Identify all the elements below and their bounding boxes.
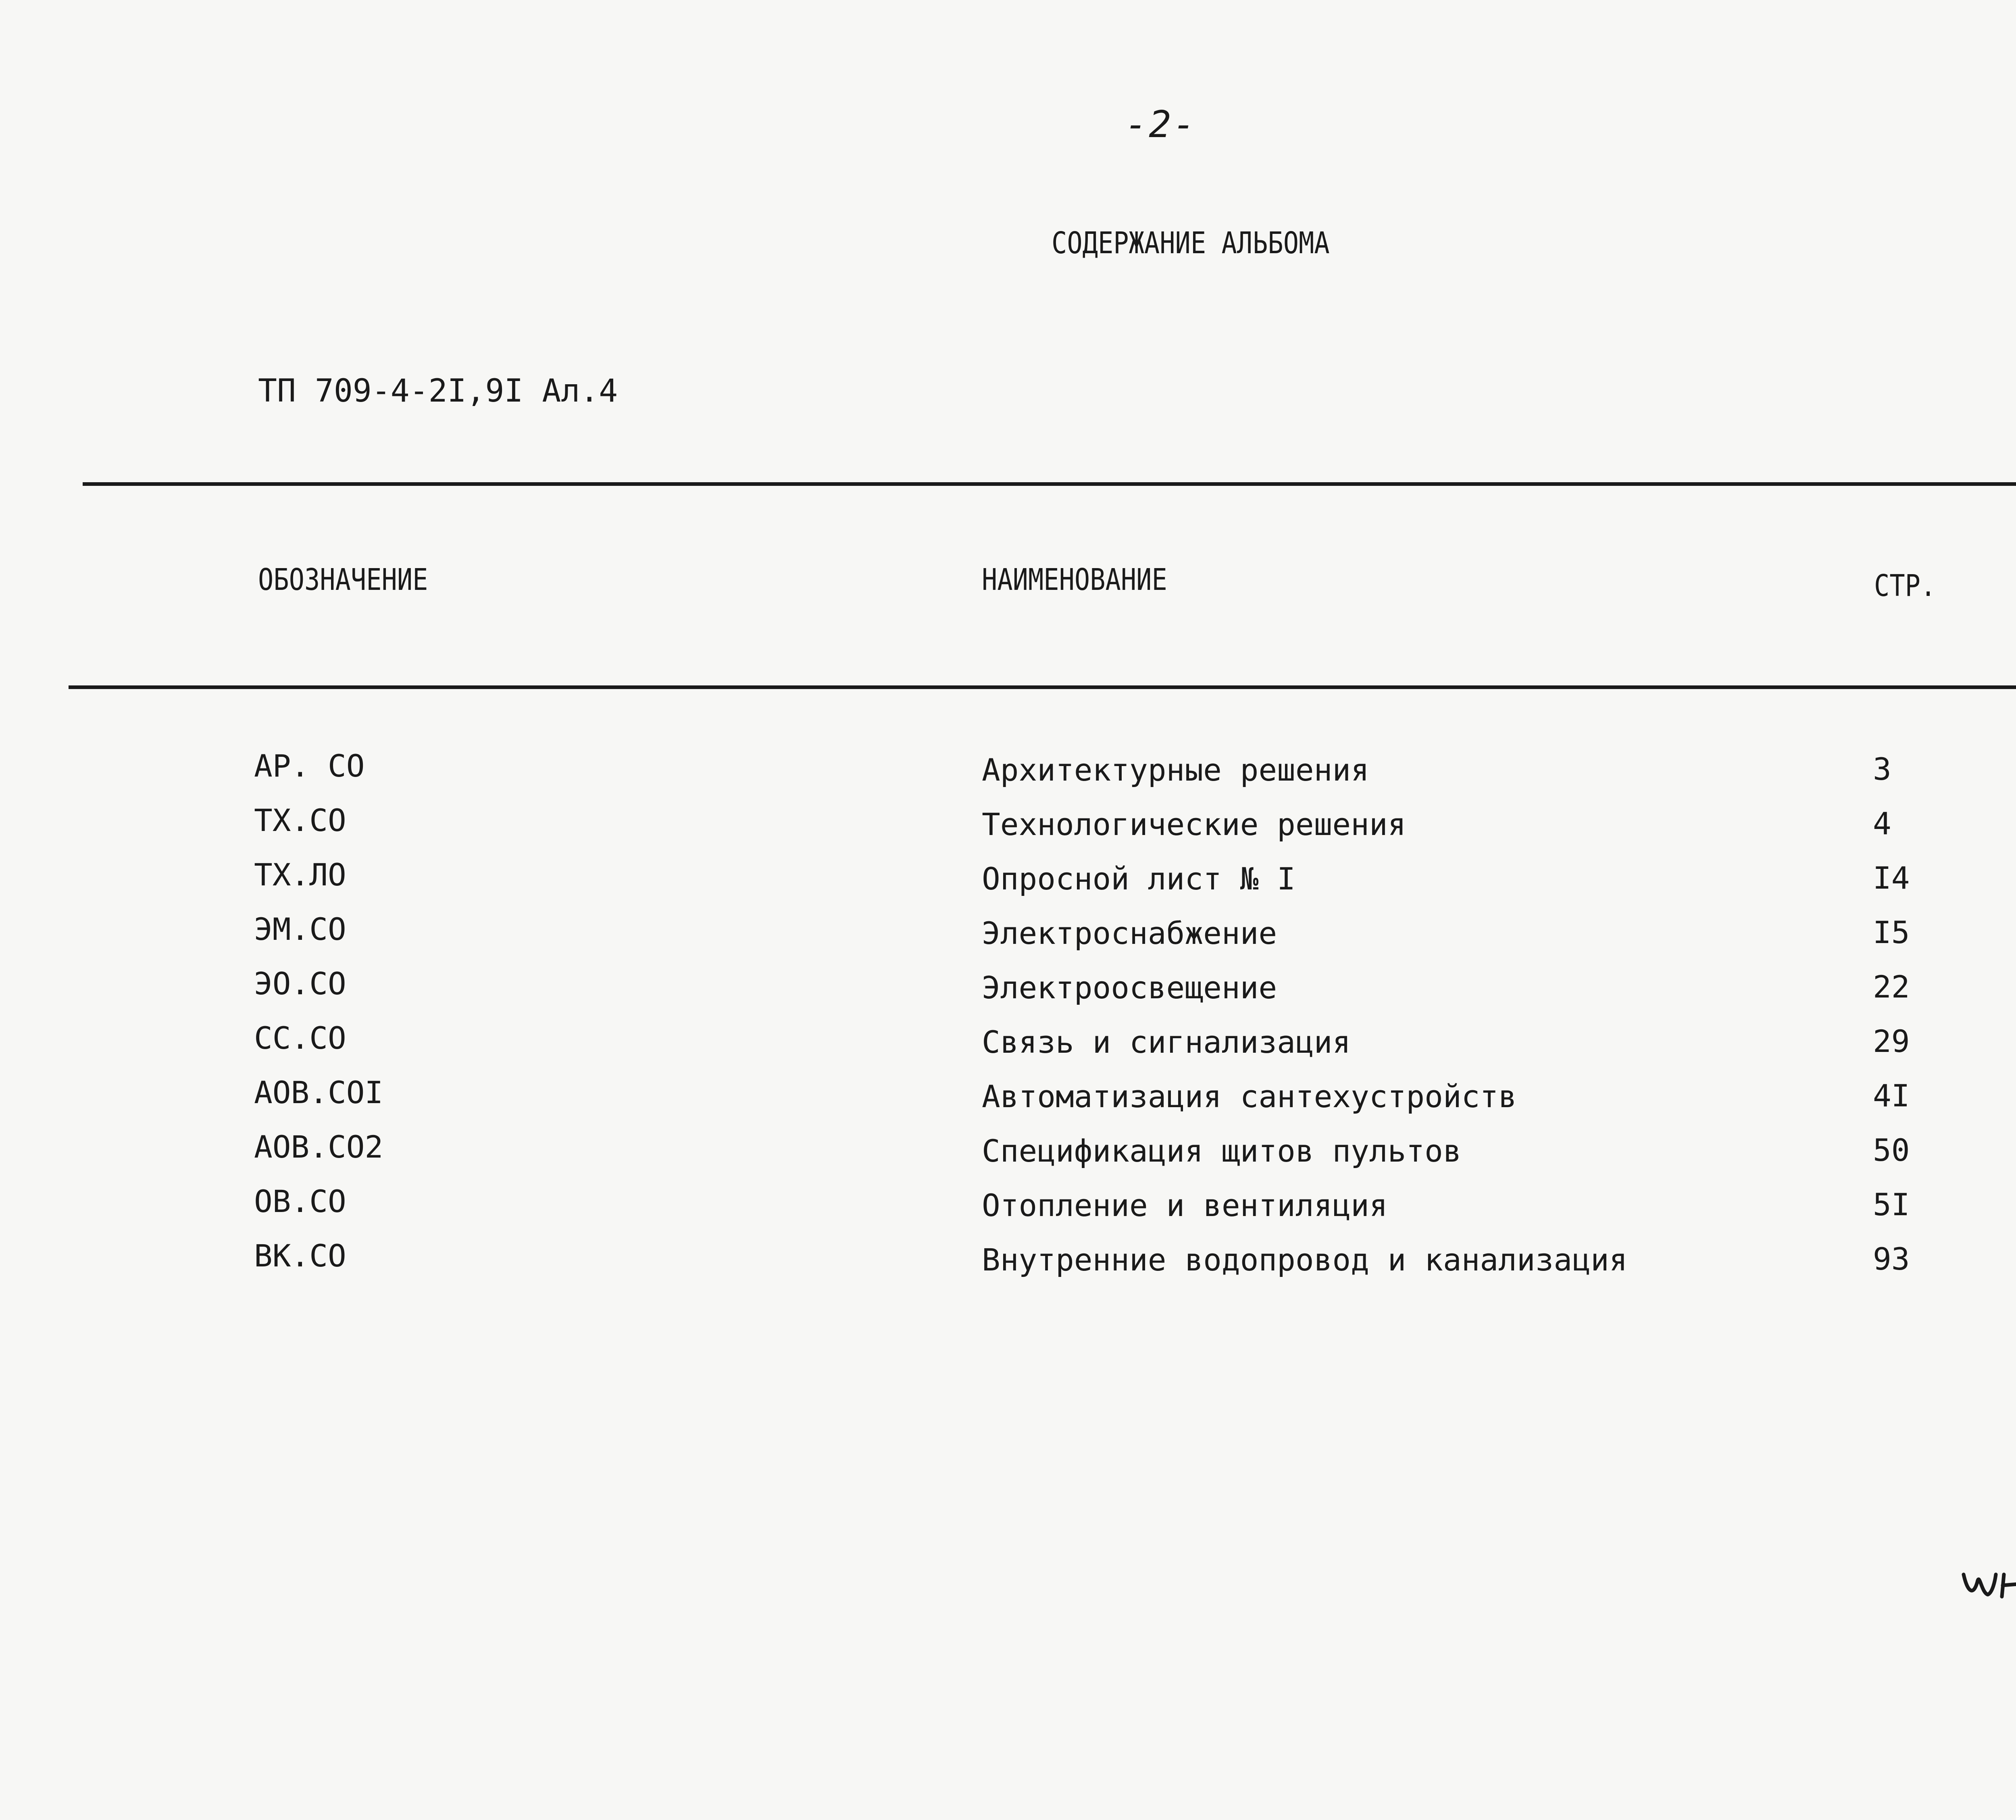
table-row	[0, 1129, 2016, 1183]
column-header-name: НАИМЕНОВАНИЕ	[982, 562, 1167, 597]
row-page: 4I	[1873, 1078, 1910, 1114]
row-page: I5	[1873, 914, 1910, 950]
row-code: АР. СО	[254, 748, 365, 784]
row-page: 4	[1873, 806, 1891, 841]
row-page: 29	[1873, 1023, 1910, 1059]
row-page: 93	[1873, 1241, 1910, 1277]
table-row	[0, 1020, 2016, 1075]
row-name: Электроснабжение	[982, 915, 1277, 951]
document-title: СОДЕРЖАНИЕ АЛЬБОМА	[1052, 226, 1330, 260]
row-code: ТХ.ЛО	[254, 857, 346, 893]
row-code: ТХ.СО	[254, 802, 346, 838]
table-row	[0, 1238, 2016, 1292]
row-code: ЭО.СО	[254, 966, 346, 1002]
column-header-page: СТР.	[1874, 568, 1936, 603]
table-header-rule	[69, 685, 2016, 689]
row-code: АОВ.СО2	[254, 1129, 383, 1165]
row-page: 50	[1873, 1132, 1910, 1168]
document-code: ТП 709-4-2I,9I Ал.4	[258, 373, 618, 409]
row-name: Связь и сигнализация	[982, 1024, 1351, 1060]
row-name: Технологические решения	[982, 806, 1406, 842]
row-code: СС.СО	[254, 1020, 346, 1056]
row-code: ЭМ.СО	[254, 911, 346, 947]
table-row	[0, 1075, 2016, 1129]
table-row	[0, 802, 2016, 857]
table-row	[0, 966, 2016, 1020]
row-code: ОВ.СО	[254, 1183, 346, 1219]
row-page: I4	[1873, 860, 1910, 896]
table-top-rule	[83, 482, 2016, 486]
table-row	[0, 911, 2016, 966]
handwritten-inventory-note	[1956, 1536, 2016, 1617]
row-name: Автоматизация сантехустройств	[982, 1079, 1517, 1114]
row-name: Электроосвещение	[982, 970, 1277, 1006]
column-header-code: ОБОЗНАЧЕНИЕ	[258, 562, 428, 597]
row-page: 5I	[1873, 1187, 1910, 1222]
row-code: ВК.СО	[254, 1238, 346, 1274]
table-row	[0, 857, 2016, 911]
row-name: Внутренние водопровод и канализация	[982, 1242, 1628, 1278]
table-body	[0, 748, 2016, 1292]
row-name: Отопление и вентиляция	[982, 1187, 1388, 1223]
table-row	[0, 748, 2016, 802]
table-row	[0, 1183, 2016, 1238]
row-name: Архитектурные решения	[982, 752, 1369, 788]
row-page: 3	[1873, 751, 1891, 787]
row-code: АОВ.СОI	[254, 1075, 383, 1110]
row-page: 22	[1873, 969, 1910, 1005]
row-name: Спецификация щитов пультов	[982, 1133, 1462, 1169]
page-number: -2-	[1125, 103, 1197, 146]
row-name: Опросной лист № I	[982, 861, 1295, 897]
